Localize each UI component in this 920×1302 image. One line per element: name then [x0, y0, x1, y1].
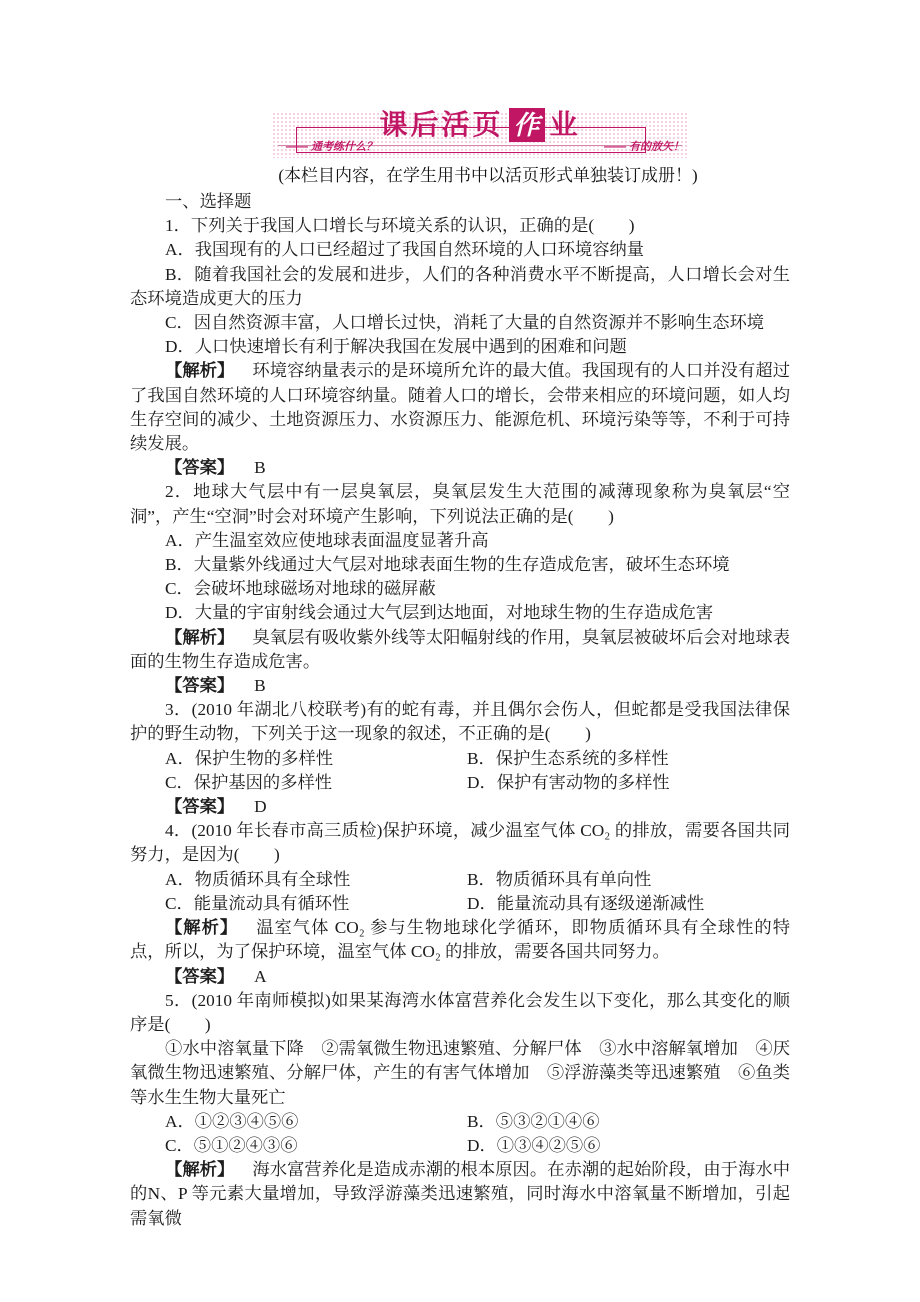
question-4-options-row-2 — [130, 892, 790, 916]
answer-label: 【答案】 — [165, 966, 235, 986]
banner-subtitle: (本栏目内容，在学生用书中以活页形式单独装订成册！) — [278, 166, 698, 185]
question-5-option-c: C．⑤①②④③⑥ — [165, 1135, 298, 1155]
answer-value: A — [254, 966, 267, 986]
analysis-text: 海水富营养化是造成赤潮的根本原因。在赤潮的起始阶段，由于海水中的N、P 等元素大量增加，导致浮游藻类迅速繁殖，同时海水中溶氧量不断增加，引起需氧微 — [130, 1160, 790, 1228]
analysis-text: 环境容纳量表示的是环境所允许的最大值。我国现有的人口并没有超过了我国自然环境的人口环境容纳量。随着人口的增长，会带来相应的环境问题，如人均生存空间的减少、土地资源压力、水资源压力、能源危机、环境污染等等，不利于可持续发展。 — [130, 361, 790, 454]
question-5-items: ①水中溶氧量下降 ②需氧微生物迅速繁殖、分解尸体 ③水中溶解氧增加 ④厌氧微生物迅速繁殖、分解尸体，产生的有害气体增加 ⑤浮游藻类等迅速繁殖 ⑥鱼类等水生生物大量死亡 — [130, 1039, 790, 1107]
answer-label: 【答案】 — [165, 797, 235, 817]
question-1-option-c: C．因自然资源丰富，人口增长过快，消耗了大量的自然资源并不影响生态环境 — [165, 313, 765, 333]
question-5-option-d: D．①③④②⑤⑥ — [467, 1135, 601, 1155]
question-5-options-row-1 — [130, 1110, 790, 1134]
question-4-analysis — [130, 916, 790, 964]
question-1-answer — [130, 456, 790, 480]
question-3-option-a: A．保护生物的多样性 — [165, 748, 334, 768]
question-1-option-b: B．随着我国社会的发展和进步，人们的各种消费水平不断提高，人口增长会对生态环境造成更大的压力 — [130, 264, 790, 308]
banner-tagline-right: —— 有的放矢！ — [603, 141, 684, 153]
answer-value: D — [254, 797, 267, 817]
question-3-options-row-2 — [130, 771, 790, 795]
question-4-answer — [130, 965, 790, 989]
answer-value: B — [254, 676, 266, 696]
question-2-option-d: D．大量的宇宙射线会通过大气层到达地面，对地球生物的生存造成危害 — [165, 603, 714, 623]
banner-title-left: 课后活页 — [379, 109, 504, 140]
banner-tagline-left: —— 通考练什么？ — [286, 141, 378, 153]
analysis-label: 【解析】 — [165, 918, 239, 938]
question-2-option-c: C．会破坏地球磁场对地球的磁屏蔽 — [165, 579, 436, 599]
question-2-option-a: A．产生温室效应使地球表面温度显著升高 — [165, 530, 489, 550]
question-5-option-a: A．①②③④⑤⑥ — [165, 1111, 299, 1131]
question-3-options-row-1 — [130, 747, 790, 771]
question-2-option-b: B．大量紫外线通过大气层对地球表面生物的生存造成危害，破坏生态环境 — [165, 555, 730, 575]
question-4-option-d: D．能量流动具有逐级递渐减性 — [467, 893, 705, 913]
question-3-answer — [130, 795, 790, 819]
question-5-analysis — [130, 1158, 790, 1231]
question-1-stem: 1．下列关于我国人口增长与环境关系的认识，正确的是( ) — [165, 216, 635, 236]
answer-label: 【答案】 — [165, 458, 235, 478]
question-3-option-c: C．保护基因的多样性 — [165, 772, 333, 792]
section-banner — [272, 109, 688, 158]
section-title: 一、选择题 — [165, 192, 252, 211]
analysis-label: 【解析】 — [165, 627, 235, 647]
question-2-analysis — [130, 626, 790, 674]
question-5-options-row-2 — [130, 1134, 790, 1158]
question-4-option-c: C．能量流动具有循环性 — [165, 893, 350, 913]
question-4-option-b: B．物质循环具有单向性 — [467, 869, 652, 889]
analysis-text: 臭氧层有吸收紫外线等太阳幅射线的作用，臭氧层被破坏后会对地球表面的生物生存造成危害。 — [130, 627, 790, 671]
question-2-answer — [130, 674, 790, 698]
question-1-option-d: D．人口快速增长有利于解决我国在发展中遇到的困难和问题 — [165, 337, 627, 357]
banner-title — [272, 108, 688, 142]
answer-value: B — [254, 458, 266, 478]
question-3-option-b: B．保护生态系统的多样性 — [467, 748, 669, 768]
banner-title-boxed-char: 作 — [509, 108, 545, 142]
question-4-option-a: A．物质循环具有全球性 — [165, 869, 351, 889]
analysis-label: 【解析】 — [165, 1160, 235, 1180]
document-body — [130, 190, 790, 1231]
answer-label: 【答案】 — [165, 676, 235, 696]
analysis-text: 温室气体 CO₂ 参与生物地球化学循环，即物质循环具有全球性的特点，所以，为了保护环境，温室气体 CO₂ 的排放，需要各国共同努力。 — [130, 918, 790, 962]
question-3-stem: 3．(2010 年湖北八校联考)有的蛇有毒，并且偶尔会伤人，但蛇都是受我国法律保护的野生动物，下列关于这一现象的叙述，不正确的是( ) — [130, 700, 790, 744]
question-2-stem: 2．地球大气层中有一层臭氧层，臭氧层发生大范围的减薄现象称为臭氧层“空洞”，产生“空洞”时会对环境产生影响，下列说法正确的是( ) — [130, 482, 790, 526]
analysis-label: 【解析】 — [165, 361, 235, 381]
question-3-option-d: D．保护有害动物的多样性 — [467, 772, 670, 792]
question-1-analysis — [130, 359, 790, 456]
question-4-options-row-1 — [130, 868, 790, 892]
question-5-stem: 5．(2010 年南师模拟)如果某海湾水体富营养化会发生以下变化，那么其变化的顺序是( ) — [130, 990, 790, 1034]
question-4-stem: 4．(2010 年长春市高三质检)保护环境，减少温室气体 CO₂ 的排放，需要各国共同努力，是因为( ) — [130, 821, 790, 865]
banner-title-right: 业 — [549, 109, 581, 140]
question-1-option-a: A．我国现有的人口已经超过了我国自然环境的人口环境容纳量 — [165, 240, 645, 260]
question-5-option-b: B．⑤③②①④⑥ — [467, 1111, 600, 1131]
